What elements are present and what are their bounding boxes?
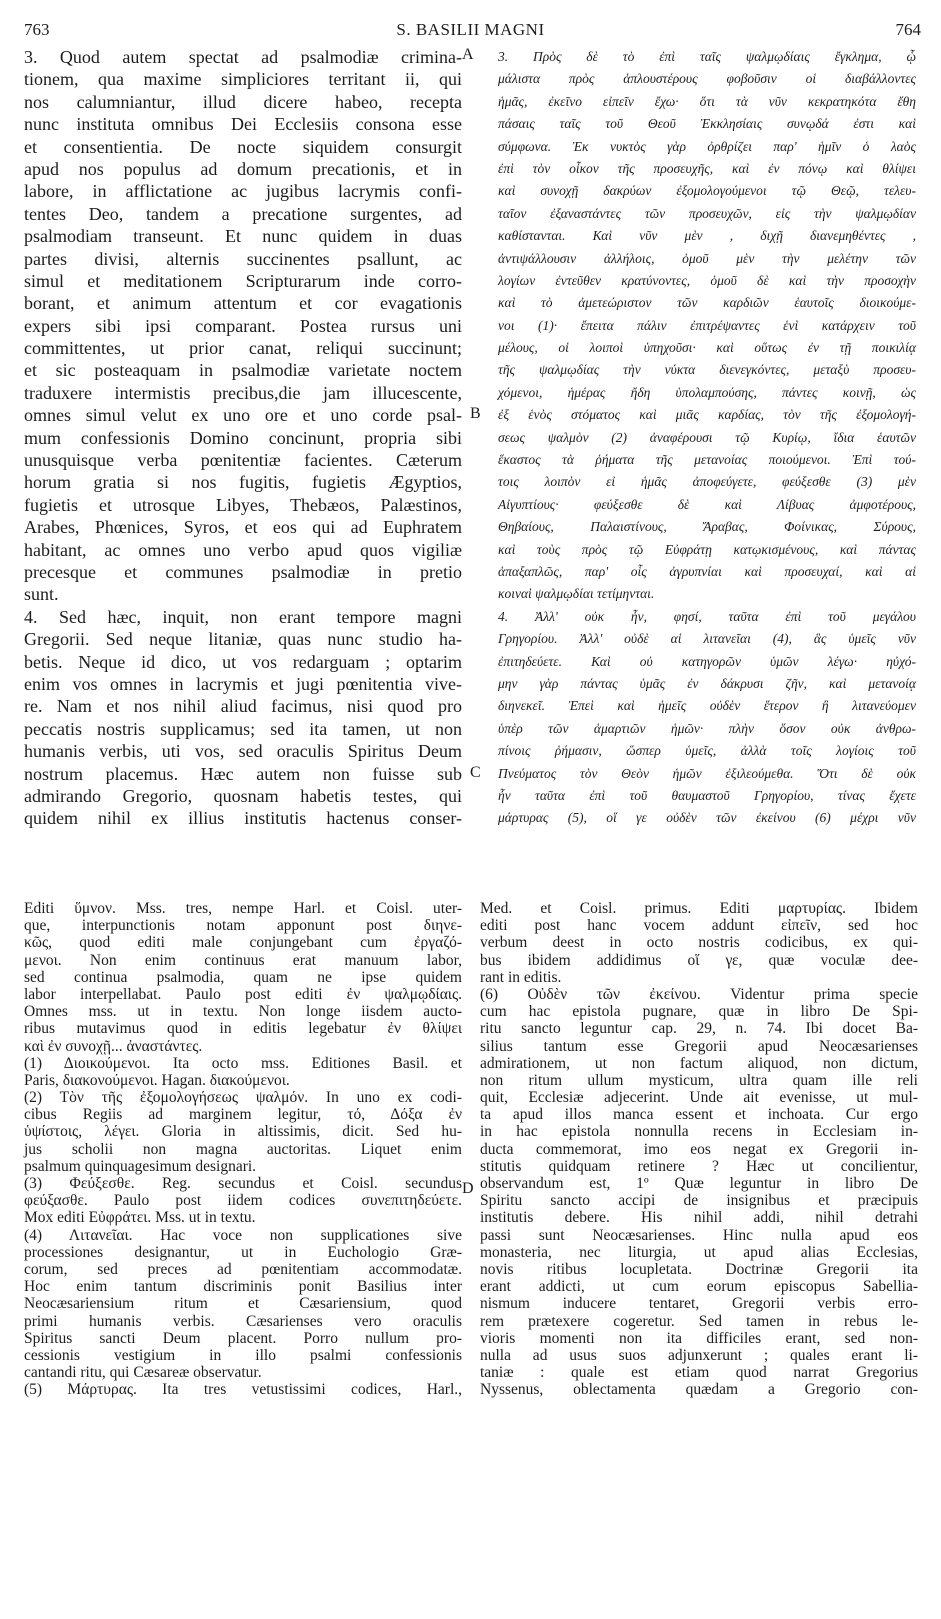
- footnote-line-right: (6) Οὐδὲν τῶν ἐκείνου. Videntur prima specie: [480, 985, 918, 1003]
- latin-text-line: fugietis et utrosque Libyes, Thebæos, Palæstinos,: [24, 494, 462, 515]
- footnote-line-right: non ritum ullum mysticum, ultra quam ille reli: [480, 1071, 918, 1089]
- footnote-line-right: ducta commemorat, imo eos negat ex Gregorii in-: [480, 1140, 918, 1158]
- greek-text-line: 4. Ἀλλ' οὐκ ἦν, φησί, ταῦτα ἐπὶ τοῦ μεγάλου: [498, 608, 916, 624]
- latin-column: [24, 46, 462, 848]
- greek-text-line: 3. Πρὸς δὲ τὸ ἐπὶ ταῖς ψαλμῳδίαις ἔγκλημα, ᾧ: [498, 49, 916, 64]
- footnote-line-right: Med. et Coisl. primus. Editi μαρτυρίας. Ibidem: [480, 900, 918, 917]
- latin-text-line: horum gratia si nos fugitis, fugietis Ægyptios,: [24, 472, 462, 493]
- footnote-line-left: κῶς, quod editi male conjungebant cum ἐργαζό-: [24, 934, 462, 952]
- latin-text-line: precesque et communes psalmodiæ in pretio: [24, 561, 462, 582]
- latin-text-line: expers sibi ipsi comparant. Postea rursus uni: [24, 315, 462, 336]
- footnote-line-left: (5) Μάρτυρας. Ita tres vetustissimi codices, Harl.,: [24, 1381, 462, 1399]
- footnote-line-left: Spiritus sancti Deum placent. Porro nullum pro-: [24, 1329, 462, 1347]
- footnote-line-left: Neocæsariensium ritum et Cæsariensium, quod: [24, 1295, 462, 1313]
- footnote-line-left: labor interpellabat. Paulo post editi ἐν ψαλμῳδίαις.: [24, 985, 462, 1003]
- footnote-line-right: erant addicti, ut cum eorum episcopus Sabellia-: [480, 1278, 918, 1296]
- footnote-line-right: monasteria, nec liturgia, ut apud alias Ecclesias,: [480, 1243, 918, 1261]
- greek-text-line: χόμενοι, ἡμέρας ἤδη ὑπολαμπούσης, πάντες κοινῇ, ὡς: [498, 384, 916, 400]
- footnote-line-right: ta apud illos manca essent et inchoata. Cur ergo: [480, 1106, 918, 1124]
- greek-text-line: πάσαις ταῖς τοῦ Θεοῦ Ἐκκλησίαις συνῳδά ἐστι καὶ: [498, 116, 916, 132]
- latin-text-line: omnes simul velut ex uno ore et uno corde psal-: [24, 405, 462, 426]
- margin-letter-a: A: [462, 46, 474, 63]
- latin-text-line: 3. Quod autem spectat ad psalmodiæ crimina-: [24, 47, 462, 67]
- footnote-line-left: corum, sed preces ad pœnitentiam accommodatæ.: [24, 1260, 462, 1278]
- greek-text-line: καὶ συνοχῇ δακρύων ἐξομολογούμενοι τῷ Θεῷ, τελευ-: [498, 183, 916, 199]
- greek-text-line: ὑπὲρ τῶν ἁμαρτιῶν ἡμῶν· πλὴν ὅσον οὐκ ἀνθρω-: [498, 720, 916, 736]
- latin-text-line: sunt.: [24, 584, 59, 605]
- greek-text-line: ταῖον ἐξαναστάντες τῶν προσευχῶν, εἰς τὴν ψαλμῳδίαν: [498, 205, 916, 221]
- footnote-line-right: Spiritu sancto accipi de insignibus et præcipuis: [480, 1192, 918, 1210]
- footnote-line-right: passi sunt Neocæsarienses. Hinc nulla apud eos: [480, 1226, 918, 1244]
- latin-text-line: nostrum placemus. Hæc autem non fuisse sub: [24, 763, 462, 784]
- latin-text-line: borant, et animum attentum et cor evagationis: [24, 293, 462, 314]
- footnote-line-right: rem prætexere cogeretur. Sed tamen in rebus le-: [480, 1312, 918, 1330]
- latin-text-line: mum confessionis Domino concinunt, propria sibi: [24, 427, 462, 448]
- greek-text-line: λογίων ἐντεῦθεν κρατύνοντες, ὁμοῦ δὲ καὶ τὴν προσοχὴν: [498, 272, 916, 288]
- footnote-line-right: editi post hanc vocem addunt εἰπεῖν, sed hoc: [480, 917, 918, 935]
- footnote-line-left: primi humanis verbis. Cæsarienses vero oraculis: [24, 1312, 462, 1330]
- margin-letter-b: B: [470, 405, 481, 422]
- latin-text-line: et consentientia. De nocte siquidem consurgit: [24, 136, 462, 157]
- footnote-line-left: sed continua psalmodia, quam ne ipse quidem: [24, 968, 462, 986]
- latin-text-line: psalmodiam transeunt. Et nunc quidem in duas: [24, 226, 462, 247]
- latin-text-line: betis. Neque id dico, ut vos redarguam ; optarim: [24, 651, 462, 672]
- latin-text-line: tionem, qua maxime simpliciores territant ii, qui: [24, 69, 462, 90]
- greek-text-line: ἐπιτηδεύετε. Καὶ οὐ κατηγορῶν ὑμῶν λέγω· ηὐχό-: [498, 653, 916, 669]
- latin-text-line: re. Nam et nos nihil aliud facimus, nisi quod pro: [24, 696, 462, 717]
- greek-text-line: τῆς ψαλμῳδίας τὴν νύκτα διενεγκόντες, μεταξὺ προσευ-: [498, 362, 916, 378]
- footnote-line-left: μενοι. Non enim continuus erat manuum labor,: [24, 951, 462, 969]
- latin-text-line: admirando Gregorio, quosnam habetis testes, qui: [24, 785, 462, 806]
- greek-text-line: ἡμᾶς, ἐκεῖνο εἰπεῖν ἔχω· ὅτι τὰ νῦν κεκρατηκότα ἔθη: [498, 93, 916, 109]
- greek-text-line: μάλιστα πρὸς ἁπλουστέρους φοβοῦσιν οἱ διαβάλλοντες: [498, 71, 916, 87]
- footnote-line-left: cantandi ritu, qui Cæsareæ observatur.: [24, 1364, 262, 1382]
- footnote-line-right: nulla ad usus suos adjunxerunt ; quales erant li-: [480, 1346, 918, 1364]
- greek-text-line: καθίστανται. Καὶ νῦν μὲν , διχῇ διανεμηθέντες ,: [498, 228, 916, 244]
- footnote-line-right: nismum inducere tentaret, Gregorii verbis erro-: [480, 1295, 918, 1313]
- greek-text-line: μην γὰρ πάντας ὑμᾶς ἐν δάκρυσι ζῆν, καὶ μετανοίᾳ: [498, 675, 916, 691]
- footnote-line-left: ὑψίστοις, λέγει. Gloria in altissimis, dicit. Sed hu-: [24, 1123, 462, 1141]
- footnote-line-right: silius tantum esse Gregorii apud Neocæsarienses: [480, 1037, 918, 1055]
- greek-text-line: σεως ψαλμὸν (2) ἀναφέρουσι τῷ Κυρίῳ, ἴδια ἑαυτῶν: [498, 429, 916, 445]
- greek-text-line: ἀντιψάλλουσιν ἀλλήλοις, ὁμοῦ μὲν τὴν μελέτην τῶν: [498, 250, 916, 266]
- footnote-line-left: ribus mutavimus quod in editis legebatur ἐν θλίψει: [24, 1020, 462, 1038]
- greek-text-line: Γρηγορίου. Ἀλλ' οὐδὲ αἱ λιτανεῖαι (4), ἃς ὑμεῖς νῦν: [498, 631, 916, 647]
- greek-text-line: καὶ τοὺς πρὸς τῷ Εὐφράτῃ κατῳκισμένους, καὶ πάντας: [498, 541, 916, 557]
- footnote-line-left: jus scholii non magna auctoritas. Liquet enim: [24, 1140, 462, 1158]
- footnote-line-right: rant in editis.: [480, 968, 562, 986]
- latin-text-line: apud nos populus ad domum precationis, et in: [24, 158, 462, 179]
- latin-text-line: Gregorii. Sed neque litaniæ, quas nunc studio ha-: [24, 629, 462, 650]
- latin-text-line: traduxere intermistis precibus,die jam illucescente,: [24, 382, 462, 403]
- latin-text-line: Arabes, Phœnices, Syros, et eos qui ad Euphratem: [24, 517, 462, 538]
- footnote-line-right: verbum deest in octo nostris codicibus, ex qui-: [480, 934, 918, 952]
- latin-text-line: partes divisi, alternis succinentes psallunt, ac: [24, 248, 462, 269]
- footnote-line-left: processiones designantur, ut in Euchologio Græ-: [24, 1243, 462, 1261]
- greek-text-line: σύμφωνα. Ἐκ νυκτὸς γὰρ ὀρθρίζει παρ' ἡμῖν ὁ λαὸς: [498, 138, 916, 154]
- footnote-line-right: ritu sancto leguntur cap. 29, n. 74. Ibi docet Ba-: [480, 1020, 918, 1038]
- footnote-line-right: novis ritibus locupletata. Doctrinæ Gregorii ita: [480, 1260, 918, 1278]
- greek-text-line: διηνεκεῖ. Ἐπεὶ καὶ ἡμεῖς οὐδὲν ἕτερον ἢ λιτανεύομεν: [498, 698, 916, 714]
- footnote-line-left: (2) Τὸν τῆς ἐξομολογήσεως ψαλμόν. In uno ex codi-: [24, 1089, 462, 1107]
- latin-text-line: enim vos omnes in lacrymis et jugi pœnitentia vive-: [24, 673, 462, 694]
- greek-text-line: ἕκαστος τὰ ῥήματα τῆς μετανοίας ποιούμενοι. Ἐπὶ τού-: [498, 452, 916, 468]
- latin-text-line: unusquisque verba pœnitentiæ facientes. Cæterum: [24, 450, 462, 471]
- footnote-line-right: vioris momenti non ita difficiles erant, sed non-: [480, 1329, 918, 1347]
- footnote-line-left: cessionis vestigium in illo psalmi confessionis: [24, 1346, 462, 1364]
- greek-text-line: μέλους, οἱ λοιποὶ ὑπηχοῦσι· καὶ οὕτως ἐν τῇ ποικιλίᾳ: [498, 340, 916, 356]
- greek-text-line: καὶ τὸ ἀμετεώριστον τῶν καρδιῶν ἑαυτοῖς διοικούμε-: [498, 295, 916, 311]
- latin-text-line: habitant, ac omnes uno verbo apud quos vigiliæ: [24, 539, 462, 560]
- footnote-line-right: stitutis quidquam retinere ? Hæc ut concilientur,: [480, 1157, 918, 1175]
- footnote-line-right: admirationem, ut non factum aliquod, non dictum,: [480, 1054, 918, 1072]
- latin-text-line: humanis verbis, uti vos, sed oraculis Spiritus Deum: [24, 741, 462, 762]
- footnote-line-right: institutis debere. His nihil addi, nihil detrahi: [480, 1209, 918, 1227]
- greek-text-line: ἐξ ἑνὸς στόματος καὶ μιᾶς καρδίας, τὸν τῆς ἐξομολογή-: [498, 407, 916, 423]
- footnote-line-right: in hac epistola nonnulla recens in Ecclesiam in-: [480, 1123, 918, 1141]
- footnote-line-left: que, interpunctionis notam apponunt post διηνε-: [24, 917, 462, 935]
- footnote-line-left: Editi ὕμνον. Mss. tres, nempe Harl. et Coisl. uter-: [24, 900, 462, 917]
- latin-text-line: tentes Deo, tandem a precatione surgentes, ad: [24, 203, 462, 224]
- left-page-number: 763: [24, 20, 50, 39]
- greek-text-line: μάρτυρας (5), οἵ γε οὐδὲν τῶν ἐκείνου (6) μέχρι νῦν: [498, 810, 916, 826]
- footnote-line-left: (1) Διοικούμενοι. Ita octo mss. Editiones Basil. et: [24, 1054, 462, 1072]
- greek-text-line: πίνοις ῥήμασιν, ὥσπερ ὑμεῖς, ἀλλὰ τοῖς λογίοις τοῦ: [498, 743, 916, 759]
- latin-text-line: peccatis nostris supplicamus; sed ita tamen, ut non: [24, 718, 462, 739]
- footnote-line-right: taniæ : quale est etiam quod narrat Gregorius: [480, 1364, 918, 1382]
- footnote-line-left: cibus Regiis ad marginem legitur, τό, Δόξα ἐν: [24, 1106, 462, 1124]
- latin-text-line: simul et meditationem Scripturarum inde corro-: [24, 270, 462, 291]
- footnote-line-left: Mox editi Εὐφράτει. Mss. ut in textu.: [24, 1209, 256, 1227]
- latin-text-line: committentes, ut prior canat, reliqui succinunt;: [24, 338, 462, 359]
- footnotes-right: [480, 900, 918, 1416]
- footnote-line-right: quit, Ecclesiæ adjecerint. Unde ait evenisse, ut mul-: [480, 1089, 918, 1107]
- latin-text-line: et sic posteaquam in psalmodiæ varietate noctem: [24, 360, 462, 381]
- greek-text-line: ἁπαξαπλῶς, παρ' οἷς ἀγρυπνίαι καὶ προσευχαί, καὶ αἱ: [498, 563, 916, 579]
- latin-text-line: labore, in afflictatione ac jugibus lacrymis confi-: [24, 181, 462, 202]
- margin-letter-c: C: [470, 764, 481, 781]
- footnote-line-left: φεύξασθε. Paulo post iidem codices συνεπιτηδεύετε.: [24, 1192, 462, 1210]
- footnote-line-left: psalmum quinquagesimum designari.: [24, 1157, 257, 1175]
- latin-text-line: quidem nihil ex illius institutis hactenus conser-: [24, 808, 462, 829]
- footnote-line-left: καὶ ἐν συνοχῇ... ἀναστάντες.: [24, 1037, 203, 1055]
- latin-text-line: nos calumniantur, illud dicere habeo, recepta: [24, 91, 462, 112]
- footnote-line-right: observandum est, 1º Quæ leguntur in libro De: [480, 1175, 918, 1192]
- greek-text-line: τοις λοιπὸν εἰ ἡμᾶς ἀποφεύγετε, φεύξεσθε (3) μὲν: [498, 474, 916, 490]
- footnote-line-left: Omnes mss. ut in textu. Non longe iisdem aucto-: [24, 1003, 462, 1021]
- greek-text-line: νοι (1)· ἔπειτα πάλιν ἐπιτρέψαντες ἑνὶ κατάρχειν τοῦ: [498, 317, 916, 333]
- footnote-line-left: Paris, διακονούμενοι. Hagan. διακούμενοι.: [24, 1071, 290, 1089]
- greek-text-line: κοιναὶ ψαλμῳδίαι τετίμηνται.: [498, 586, 655, 602]
- latin-text-line: nunc instituta omnibus Dei Ecclesiis consona esse: [24, 114, 462, 135]
- greek-text-line: ἦν ταῦτα ἐπὶ τοῦ θαυμαστοῦ Γρηγορίου, τίνας ἔχετε: [498, 787, 916, 803]
- footnotes-left: [24, 900, 462, 1416]
- greek-text-line: ἐπὶ τὸν οἶκον τῆς προσευχῆς, καὶ ἐν πόνῳ καὶ θλίψει: [498, 160, 916, 176]
- greek-text-line: Θηβαίους, Παλαιστίνους, Ἄραβας, Φοίνικας, Σύρους,: [498, 519, 916, 535]
- greek-text-line: Αἰγυπτίους· φεύξεσθε δὲ καὶ Λίβυας ἀμφοτέρους,: [498, 496, 916, 512]
- running-title: S. BASILII MAGNI: [396, 20, 545, 39]
- greek-text-line: Πνεύματος τὸν Θεὸν ἡμῶν ἐξιλεούμεθα. Ὅτι δὲ οὐκ: [498, 765, 916, 781]
- margin-letter-d: D: [462, 1180, 474, 1197]
- footnote-line-left: Hoc enim tantum discriminis ponit Basilius inter: [24, 1278, 462, 1296]
- footnote-line-left: (4) Λιτανεῖαι. Hac voce non supplicationes sive: [24, 1226, 462, 1244]
- footnote-line-right: bus ibidem addidimus οἵ γε, quæ voculæ dee-: [480, 951, 918, 969]
- footnote-line-right: Nyssenus, oblectamenta quædam a Gregorio con-: [480, 1381, 918, 1399]
- footnote-line-right: cum hac epistola pugnare, quæ in libro De Spi-: [480, 1003, 918, 1021]
- greek-column: [498, 46, 916, 848]
- latin-text-line: 4. Sed hæc, inquit, non erant tempore magni: [24, 606, 462, 627]
- footnote-line-left: (3) Φεύξεσθε. Reg. secundus et Coisl. secundus: [24, 1175, 462, 1192]
- right-page-number: 764: [895, 20, 921, 39]
